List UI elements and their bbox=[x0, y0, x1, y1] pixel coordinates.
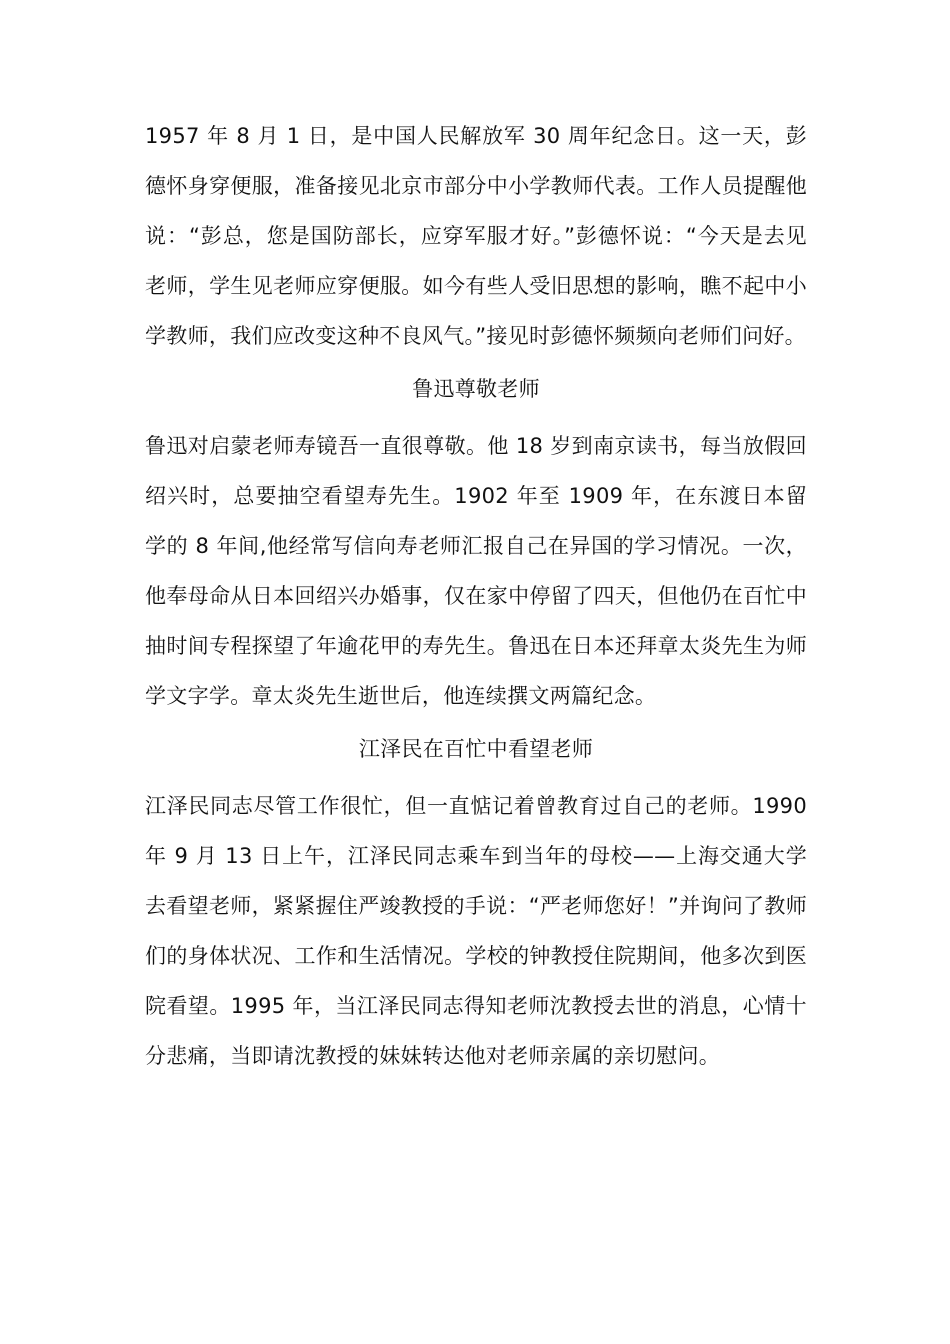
heading-jiang-zemin: 江泽民在百忙中看望老师 bbox=[358, 737, 594, 761]
paragraph-peng-dehuai: 1957 年 8 月 1 日，是中国人民解放军 30 周年纪念日。这一天，彭德怀身穿便服，准备接见北京市部分中小学教师代表。工作人员提醒他说：“彭总，您是国防部长，应穿军服才好。”彭德怀说：“今天是去见老师，学生见老师应穿便服。如今有些人受旧思想的影响，瞧不起中小学教师，我们应改变这种不良风气。”接见时彭德怀频频向老师们问好。 bbox=[145, 124, 807, 348]
paragraph-jiang-zemin: 江泽民同志尽管工作很忙，但一直惦记着曾教育过自己的老师。1990 年 9 月 13 日上午，江泽民同志乘车到当年的母校——上海交通大学去看望老师，紧紧握住严竣教授的手说：“严老师您好！”并询问了教师们的身体状况、工作和生活情况。学校的钟教授住院期间，他多次到医院看望。1995 年，当江泽民同志得知老师沈教授去世的消息，心情十分悲痛，当即请沈教授的妹妹转达他对老师亲属的亲切慰问。 bbox=[145, 794, 807, 1068]
document-content bbox=[145, 111, 807, 1081]
heading-lu-xun: 鲁迅尊敬老师 bbox=[412, 377, 540, 401]
paragraph-lu-xun: 鲁迅对启蒙老师寿镜吾一直很尊敬。他 18 岁到南京读书，每当放假回绍兴时，总要抽空看望寿先生。1902 年至 1909 年，在东渡日本留学的 8 年间,他经常写信向寿老师汇报自己在异国的学习情况。一次，他奉母命从日本回绍兴办婚事，仅在家中停留了四天，但他仍在百忙中抽时间专程探望了年逾花甲的寿先生。鲁迅在日本还拜章太炎先生为师学文字学。章太炎先生逝世后，他连续撰文两篇纪念。 bbox=[145, 434, 807, 708]
